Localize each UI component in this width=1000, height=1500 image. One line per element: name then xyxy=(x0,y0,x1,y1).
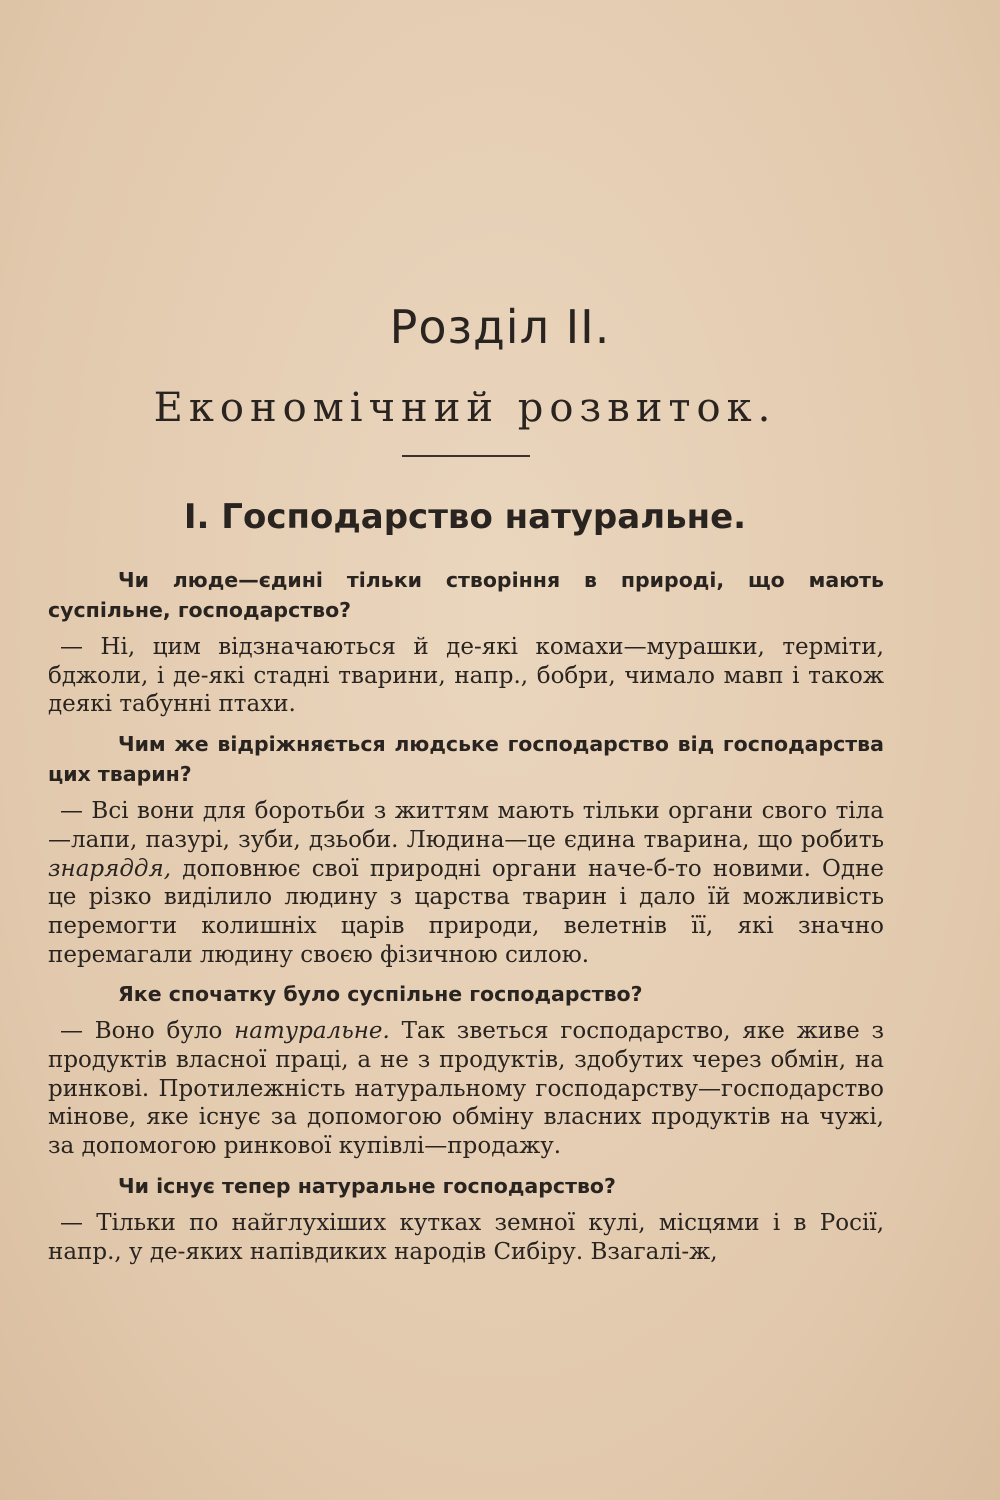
question-1: Чи люде—єдині тільки створіння в природі, що мають суспільне, господарство? xyxy=(48,568,884,622)
answer-3-part-1: — Воно було xyxy=(60,1018,235,1045)
question-2: Чим же відріжняється людське господарство від господарства цих тварин? xyxy=(48,732,884,787)
answer-3-emphasis: натуральне. xyxy=(234,1018,390,1045)
answer-2 xyxy=(48,797,884,969)
answer-4: — Тільки по найглухіших кутках земної кулі, місцями і в Росії, напр., у де-яких напівдиких народів Сибіру. Взагалі-ж, xyxy=(48,1209,884,1265)
title-divider xyxy=(402,455,530,457)
answer-1: — Ні, цим відзначаються й де-які комахи—мурашки, терміти, бджоли, і де-які стадні тварини, напр., бобри, чимало мавп і також деякі табунні птахи. xyxy=(48,634,884,718)
question-4: Чи існує тепер натуральне господарство? xyxy=(118,1173,616,1198)
answer-3 xyxy=(48,1017,884,1161)
section-title: I. Господарство натуральне. xyxy=(183,497,747,537)
answer-2-part-3: доповнює свої природні органи наче-б-то новими. Одне це різко виділило людину з царства тварин і дало їй можливість перемогти колишніх царів природи, велетнів її, які значно перемагали людину своєю фізичною силою. xyxy=(48,855,884,968)
question-3: Яке спочатку було суспільне господарство? xyxy=(118,982,643,1007)
text-body xyxy=(48,565,884,1276)
chapter-title: Розділ II. xyxy=(389,300,611,354)
answer-2-part-1: — Всі вони для боротьби з життям мають тільки органи свого тіла—лапи, пазурі, зуби, дзьоби. Людина—це єдина тварина, що робить xyxy=(48,798,884,853)
answer-3-part-3: Так зветься господарство, яке живе з продуктів власної праці, а не з продуктів, здобутих через обмін, на ринкові. Протилежність натуральному господарству—господарство мінове, яке існує за допомогою обміну власних продуктів на чужі, за допомогою ринкової купівлі—продажу. xyxy=(48,1018,885,1160)
chapter-subtitle: Економічний розвиток. xyxy=(153,385,777,431)
answer-2-emphasis: знаряддя, xyxy=(48,855,172,882)
